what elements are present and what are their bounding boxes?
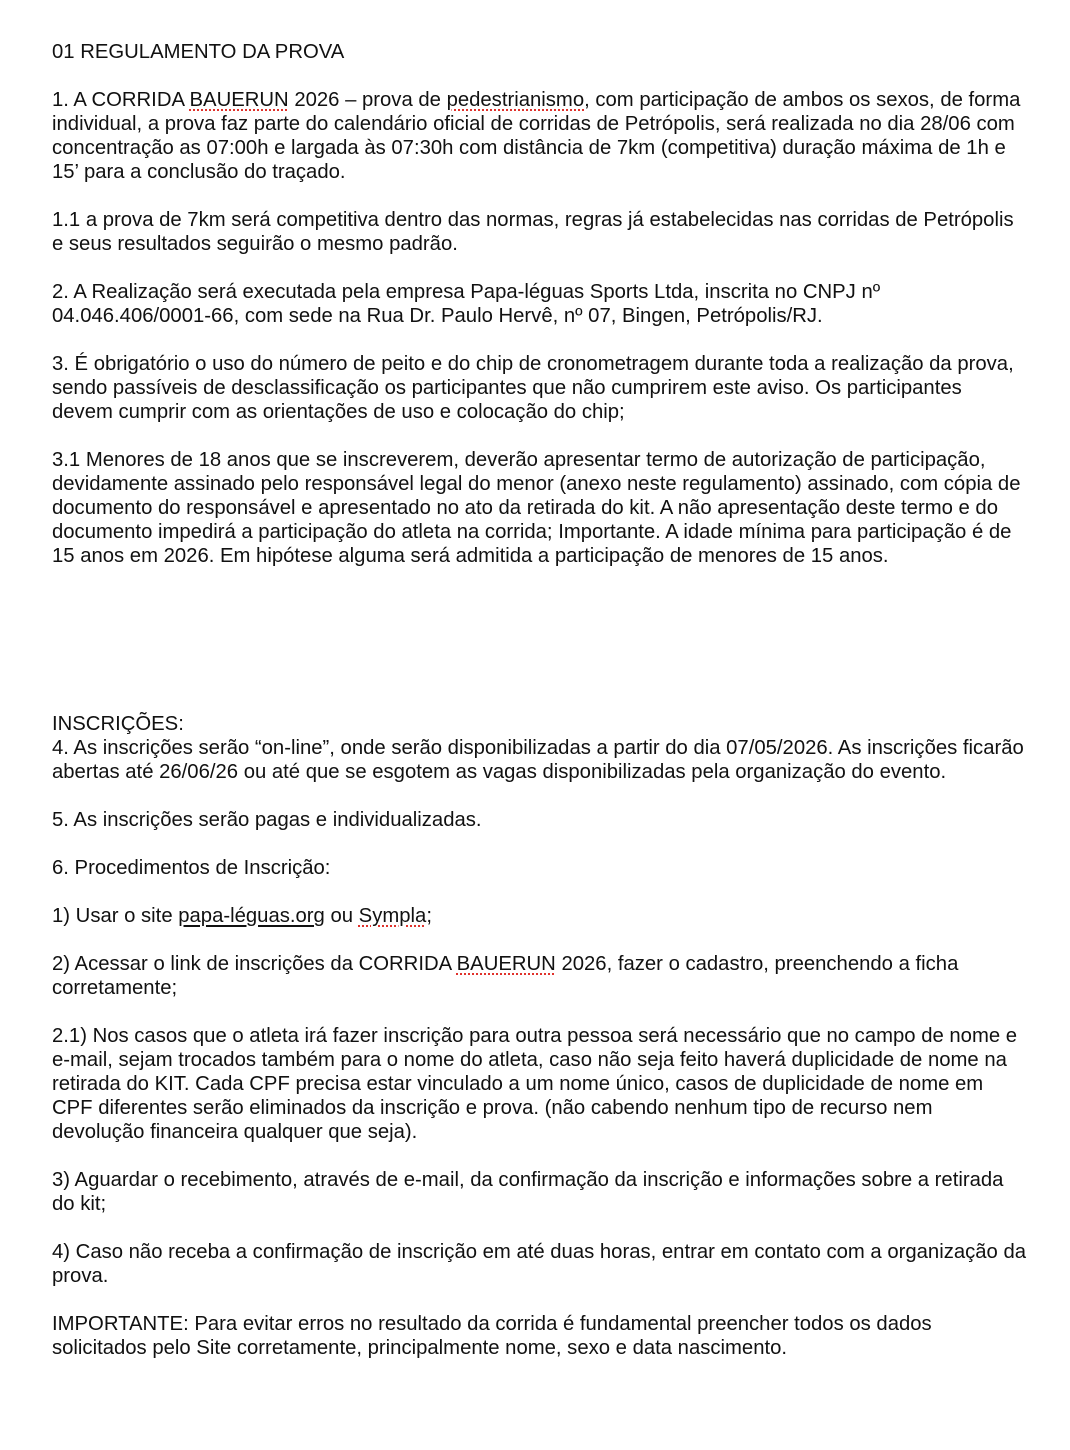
paragraph-1-text-c: 2026 – prova de xyxy=(288,89,447,111)
importante-note: IMPORTANTE: Para evitar erros no resultado da corrida é fundamental preencher todos os dados solicitados pelo Site corretamente, principalmente nome, sexo e data nascimento. xyxy=(52,1313,932,1359)
site-link[interactable]: papa-léguas.org xyxy=(178,905,325,927)
paragraph-1 xyxy=(52,88,1027,184)
paragraph-4: 4. As inscrições serão “on-line”, onde serão disponibilizadas a partir do dia 07/05/2026. As inscrições ficarão abertas até 26/06/26 ou até que se esgotem as vagas disponibilizadas pela organização do evento. xyxy=(52,737,1024,783)
step-1-text-b: ou xyxy=(324,905,359,927)
step-1-text-d: ; xyxy=(426,905,432,927)
step-2-text-c: 2026, fazer o cadastro, preenchendo a ficha corretamente; xyxy=(52,953,959,999)
inscricoes-heading: INSCRIÇÕES: xyxy=(52,713,184,735)
step-1-text-a: 1) Usar o site xyxy=(52,905,179,927)
step-3: 3) Aguardar o recebimento, através de e-mail, da confirmação da inscrição e informações sobre a retirada do kit; xyxy=(52,1169,1004,1215)
step-2-text-a: 2) Acessar o link de inscrições da CORRIDA xyxy=(52,953,457,975)
document-body xyxy=(52,40,1027,1360)
paragraph-3: 3. É obrigatório o uso do número de peito e do chip de cronometragem durante toda a realização da prova, sendo passíveis de desclassificação os participantes que não cumprirem este aviso. Os participantes devem cumprir com as orientações de uso e colocação do chip; xyxy=(52,353,1014,423)
paragraph-1-text-a: 1. A CORRIDA xyxy=(52,89,190,111)
spellcheck-word-bauerun-2: BAUERUN xyxy=(456,953,556,975)
step-1 xyxy=(52,904,1027,928)
step-2-1: 2.1) Nos casos que o atleta irá fazer inscrição para outra pessoa será necessário que no campo de nome e e-mail, sejam trocados também para o nome do atleta, caso não seja feito haverá duplicidade de nome na retirada do KIT. Cada CPF precisa estar vinculado a um nome único, casos de duplicidade de nome em CPF diferentes serão eliminados da inscrição e prova. (não cabendo nenhum tipo de recurso nem devolução financeira qualquer que seja). xyxy=(52,1025,1018,1143)
paragraph-6: 6. Procedimentos de Inscrição: xyxy=(52,857,331,879)
paragraph-1-1: 1.1 a prova de 7km será competitiva dentro das normas, regras já estabelecidas nas corridas de Petrópolis e seus resultados seguirão o mesmo padrão. xyxy=(52,209,1014,255)
step-4: 4) Caso não receba a confirmação de inscrição em até duas horas, entrar em contato com a organização da prova. xyxy=(52,1241,1027,1287)
spellcheck-word-pedestrianismo: pedestrianismo xyxy=(446,89,585,111)
paragraph-1-text-e: , com participação de ambos os sexos, de forma individual, a prova faz parte do calendário oficial de corridas de Petrópolis, será realizada no dia 28/06 com concentração as 07:00h e largada às 07:30h com distância de 7km (competitiva) duração máxima de 1h e 15’ para a conclusão do traçado. xyxy=(52,89,1021,183)
spellcheck-word-sympla: Sympla xyxy=(358,905,427,927)
paragraph-3-1: 3.1 Menores de 18 anos que se inscreverem, deverão apresentar termo de autorização de participação, devidamente assinado pelo responsável legal do menor (anexo neste regulamento) assinado, com cópia de documento do responsável e apresentado no ato da retirada do kit. A não apresentação deste termo e do documento impedirá a participação do atleta na corrida; Importante. A idade mínima para participação é de 15 anos em 2026. Em hipótese alguma será admitida a participação de menores de 15 anos. xyxy=(52,449,1021,567)
step-2 xyxy=(52,952,1027,1000)
document-title: 01 REGULAMENTO DA PROVA xyxy=(52,41,345,63)
paragraph-5: 5. As inscrições serão pagas e individualizadas. xyxy=(52,809,482,831)
spellcheck-word-bauerun: BAUERUN xyxy=(189,89,289,111)
paragraph-2: 2. A Realização será executada pela empresa Papa-léguas Sports Ltda, inscrita no CNPJ nº 04.046.406/0001-66, com sede na Rua Dr. Paulo Hervê, nº 07, Bingen, Petrópolis/RJ. xyxy=(52,281,881,327)
